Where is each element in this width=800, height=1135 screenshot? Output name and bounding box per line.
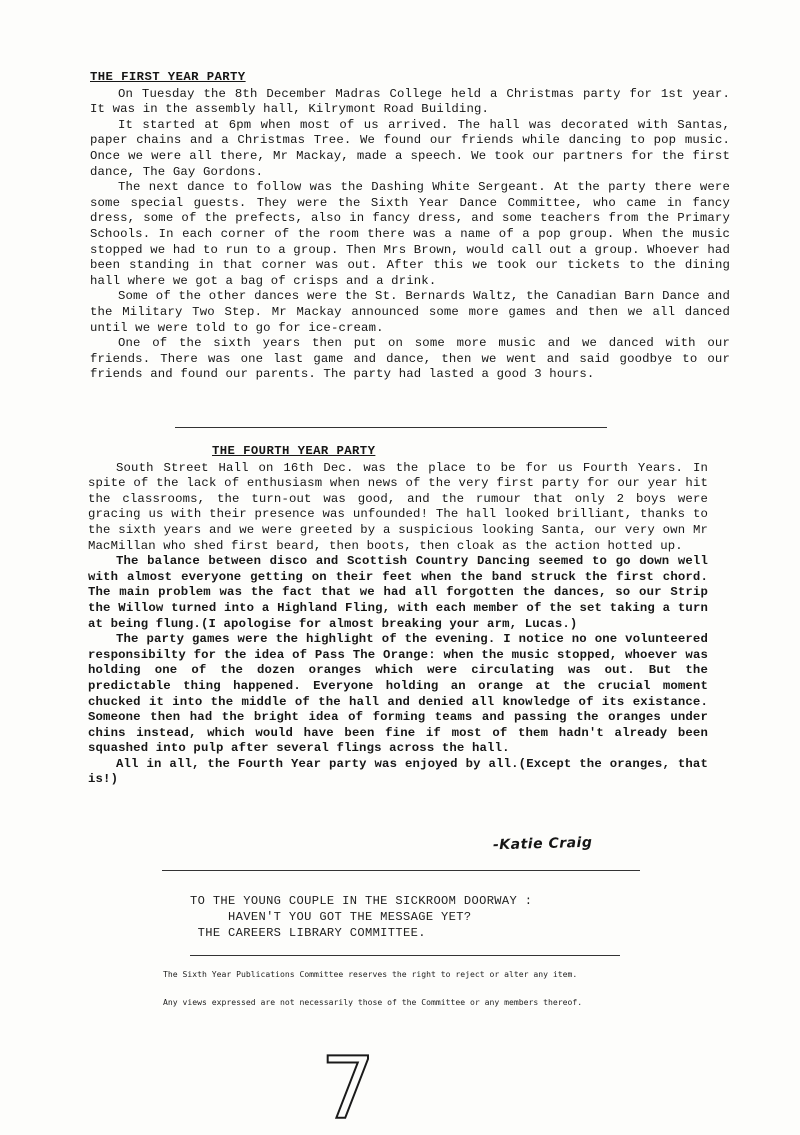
section-divider: [190, 955, 620, 956]
notice-line: TO THE YOUNG COUPLE IN THE SICKROOM DOORWAY :: [190, 894, 533, 908]
article-paragraph: The next dance to follow was the Dashing White Sergeant. At the party there were some special guests. They were the Sixth Year Dance Committee, who came in fancy dress, some of the prefects, also in fancy dress, and some teachers from the Primary Schools. In each corner of the room there was a name of a pop group. When the music stopped we had to run to a group. Then Mrs Brown, would call out a group. Whoever had been standing in that corner was out. After this we took our tickets to the dining hall where we got a bag of crisps and a drink.: [90, 180, 730, 288]
fourth-year-party-article: [88, 444, 708, 788]
article-paragraph: One of the sixth years then put on some more music and we danced with our friends. There was one last game and dance, then we went and said goodbye to our friends and found our parents. The party had lasted a good 3 hours.: [90, 336, 730, 382]
article-paragraph: It started at 6pm when most of us arrived. The hall was decorated with Santas, paper chains and a Christmas Tree. We found our friends while dancing to pop music. Once we were all there, Mr Mackay, made a speech. We took our partners for the first dance, The Gay Gordons.: [90, 117, 730, 179]
views-disclaimer: Any views expressed are not necessarily those of the Committee or any members thereof.: [163, 997, 583, 1007]
article-paragraph: South Street Hall on 16th Dec. was the place to be for us Fourth Years. In spite of the lack of enthusiasm when news of the very first party for our year hit the classrooms, the turn-out was good, and the rumour that only 2 boys were gracing us with their presence was unfounded! The hall looked brilliant, thanks to the sixth years and we were greeted by a suspicious looking Santa, our very own Mr MacMillan who shed first beard, then boots, then cloak as the action hotted up.: [88, 460, 708, 553]
svg-text:7: 7: [320, 1039, 376, 1124]
rights-disclaimer: The Sixth Year Publications Committee reserves the right to reject or alter any item.: [163, 969, 578, 979]
article-paragraph: All in all, the Fourth Year party was enjoyed by all.(Except the oranges, that is!): [88, 756, 708, 787]
article-paragraph: On Tuesday the 8th December Madras College held a Christmas party for 1st year. It was in the assembly hall, Kilrymont Road Building.: [90, 86, 730, 117]
first-year-party-heading: THE FIRST YEAR PARTY: [90, 70, 246, 84]
article-paragraph: The party games were the highlight of the evening. I notice no one volunteered responsibilty for the idea of Pass The Orange: when the music stopped, whoever was holding one of the dozen oranges which were circulating was out. But the predictable thing happened. Everyone holding an orange at the crucial moment chucked it into the middle of the hall and denied all knowledge of its existance. Someone then had the bright idea of forming teams and passing the oranges under chins instead, which would have been fine if most of them hadn't already been squashed into pulp after several flings across the hall.: [88, 632, 708, 756]
article-paragraph: The balance between disco and Scottish Country Dancing seemed to go down well with almost everyone getting on their feet when the band struck the first chord. The main problem was the fact that we had all forgotten the dances, so our Strip the Willow turned into a Highland Fling, with each member of the set taking a turn at being flung.(I apologise for almost breaking your arm, Lucas.): [88, 554, 708, 631]
author-signature: -Katie Craig: [492, 834, 593, 854]
notice-line: THE CAREERS LIBRARY COMMITTEE.: [190, 926, 426, 940]
page-number: [308, 1038, 388, 1124]
section-divider: [162, 870, 640, 871]
fourth-year-party-heading: THE FOURTH YEAR PARTY: [212, 444, 376, 458]
careers-notice: [190, 893, 660, 941]
notice-line: HAVEN'T YOU GOT THE MESSAGE YET?: [190, 910, 472, 924]
first-year-party-article: [90, 70, 730, 383]
article-paragraph: Some of the other dances were the St. Bernards Waltz, the Canadian Barn Dance and the Military Two Step. Mr Mackay announced some more games and then we all danced until we were told to go for ice-cream.: [90, 289, 730, 335]
section-divider: [175, 427, 607, 428]
